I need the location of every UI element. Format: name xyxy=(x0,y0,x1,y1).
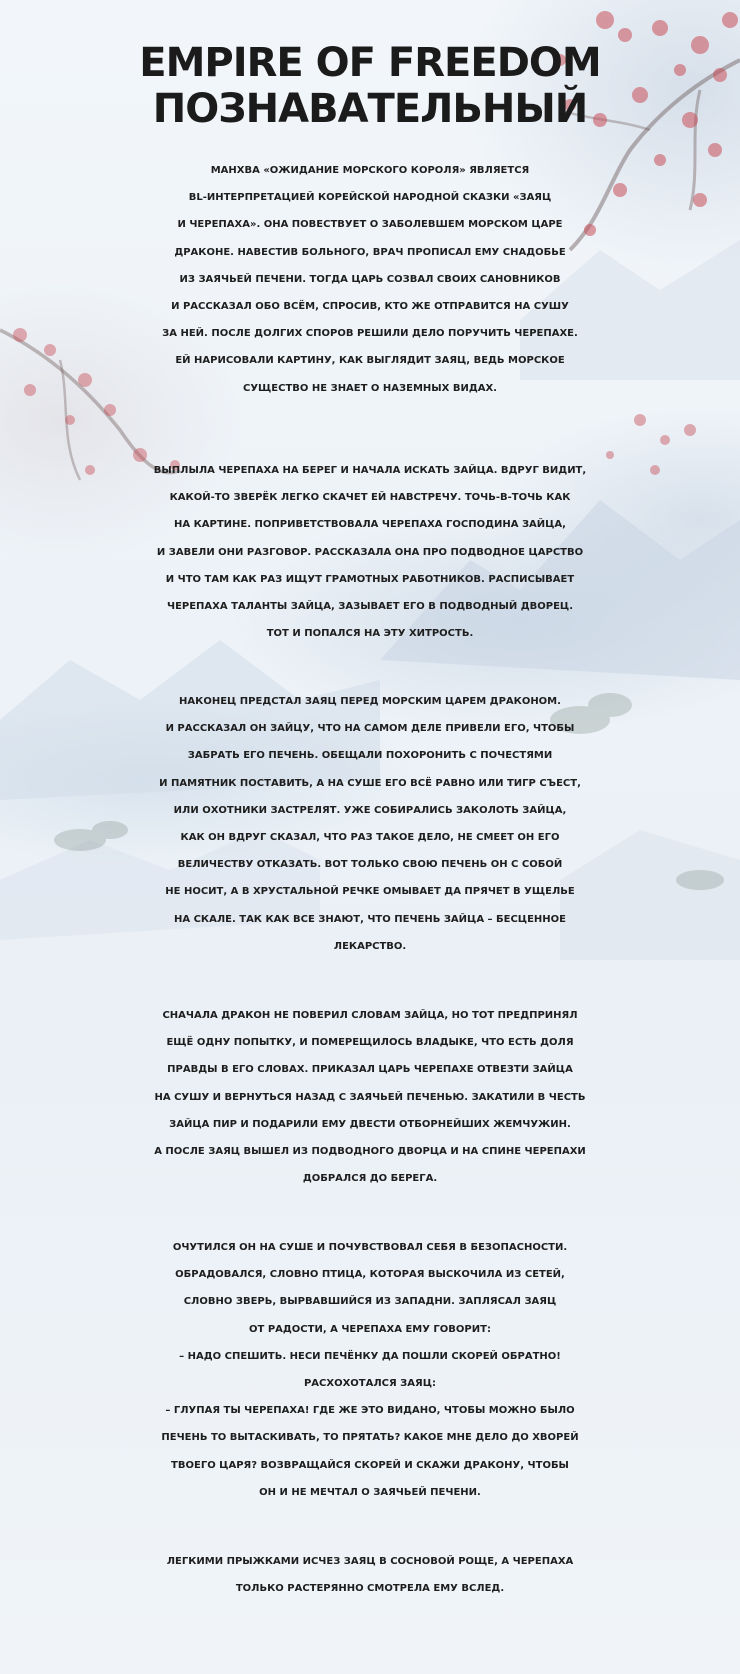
paragraph-line: ЕЙ НАРИСОВАЛИ КАРТИНУ, КАК ВЫГЛЯДИТ ЗАЯЦ, ВЕДЬ МОРСКОЕ xyxy=(175,355,565,367)
paragraph-line: ДРАКОНЕ. НАВЕСТИВ БОЛЬНОГО, ВРАЧ ПРОПИСАЛ ЕМУ СНАДОБЬЕ xyxy=(174,246,566,258)
paragraph-line: А ПОСЛЕ ЗАЯЦ ВЫШЕЛ ИЗ ПОДВОДНОГО ДВОРЦА И НА СПИНЕ ЧЕРЕПАХИ xyxy=(154,1146,586,1158)
paragraph-line: КАК ОН ВДРУГ СКАЗАЛ, ЧТО РАЗ ТАКОЕ ДЕЛО, НЕ СМЕЕТ ОН ЕГО xyxy=(180,832,560,844)
paragraph-line: И ЧТО ТАМ КАК РАЗ ИЩУТ ГРАМОТНЫХ РАБОТНИКОВ. РАСПИСЫВАЕТ xyxy=(165,573,575,585)
paragraph-6 xyxy=(0,1548,740,1602)
paragraph-line: НА КАРТИНЕ. ПОПРИВЕТСТВОВАЛА ЧЕРЕПАХА ГОСПОДИНА ЗАЙЦА, xyxy=(174,519,566,531)
paragraph-5 xyxy=(0,1234,740,1506)
paragraph-line: ВЫПЛЫЛА ЧЕРЕПАХА НА БЕРЕГ И НАЧАЛА ИСКАТЬ ЗАЙЦА. ВДРУГ ВИДИТ, xyxy=(153,465,587,476)
paragraph-line: И РАССКАЗАЛ ОН ЗАЙЦУ, ЧТО НА САМОМ ДЕЛЕ ПРИВЕЛИ ЕГО, ЧТОБЫ xyxy=(165,723,575,735)
title-russian: ПОЗНАВАТЕЛЬНЫЙ xyxy=(152,86,588,132)
paragraph-line: ЗАЙЦА ПИР И ПОДАРИЛИ ЕМУ ДВЕСТИ ОТБОРНЕЙШИХ ЖЕМЧУЖИН. xyxy=(169,1118,571,1130)
paragraph-line: ИЛИ ОХОТНИКИ ЗАСТРЕЛЯТ. УЖЕ СОБИРАЛИСЬ ЗАКОЛОТЬ ЗАЙЦА, xyxy=(173,804,567,816)
paragraph-line: ОБРАДОВАЛСЯ, СЛОВНО ПТИЦА, КОТОРАЯ ВЫСКОЧИЛА ИЗ СЕТЕЙ, xyxy=(175,1269,565,1281)
paragraph-line: ЛЕКАРСТВО. xyxy=(333,940,407,952)
paragraph-line: И РАССКАЗАЛ ОБО ВСЁМ, СПРОСИВ, КТО ЖЕ ОТПРАВИТСЯ НА СУШУ xyxy=(171,301,569,313)
paragraph-line: ТОТ И ПОПАЛСЯ НА ЭТУ ХИТРОСТЬ. xyxy=(266,628,474,640)
paragraph-3 xyxy=(0,688,740,960)
paragraph-line: ОН И НЕ МЕЧТАЛ О ЗАЯЧЬЕЙ ПЕЧЕНИ. xyxy=(259,1486,481,1498)
paragraph-line: И ЗАВЕЛИ ОНИ РАЗГОВОР. РАССКАЗАЛА ОНА ПРО ПОДВОДНОЕ ЦАРСТВО xyxy=(156,546,584,558)
paragraph-line: – НАДО СПЕШИТЬ. НЕСИ ПЕЧЁНКУ ДА ПОШЛИ СКОРЕЙ ОБРАТНО! xyxy=(179,1350,561,1362)
paragraph-line: И ЧЕРЕПАХА». ОНА ПОВЕСТВУЕТ О ЗАБОЛЕВШЕМ МОРСКОМ ЦАРЕ xyxy=(177,219,563,231)
paragraph-line: BL-ИНТЕРПРЕТАЦИЕЙ КОРЕЙСКОЙ НАРОДНОЙ СКАЗКИ «ЗАЯЦ xyxy=(188,192,552,204)
paragraph-line: МАНХВА «ОЖИДАНИЕ МОРСКОГО КОРОЛЯ» ЯВЛЯЕТСЯ xyxy=(210,165,530,176)
paragraph-line: ЗА НЕЙ. ПОСЛЕ ДОЛГИХ СПОРОВ РЕШИЛИ ДЕЛО ПОРУЧИТЬ ЧЕРЕПАХЕ. xyxy=(162,328,578,340)
paragraph-line: ЛЕГКИМИ ПРЫЖКАМИ ИСЧЕЗ ЗАЯЦ В СОСНОВОЙ РОЩЕ, А ЧЕРЕПАХА xyxy=(166,1556,574,1567)
paragraph-1 xyxy=(0,157,740,402)
paragraph-line: КАКОЙ-ТО ЗВЕРЁК ЛЕГКО СКАЧЕТ ЕЙ НАВСТРЕЧУ. ТОЧЬ-В-ТОЧЬ КАК xyxy=(169,492,571,504)
paragraph-line: ВЕЛИЧЕСТВУ ОТКАЗАТЬ. ВОТ ТОЛЬКО СВОЮ ПЕЧЕНЬ ОН С СОБОЙ xyxy=(177,859,563,871)
paragraph-line: СУЩЕСТВО НЕ ЗНАЕТ О НАЗЕМНЫХ ВИДАХ. xyxy=(243,382,497,394)
paragraph-line: НА СКАЛЕ. ТАК КАК ВСЕ ЗНАЮТ, ЧТО ПЕЧЕНЬ ЗАЙЦА – БЕСЦЕННОЕ xyxy=(173,913,566,925)
paragraph-line: ОТ РАДОСТИ, А ЧЕРЕПАХА ЕМУ ГОВОРИТ: xyxy=(249,1323,491,1335)
paragraph-line: СЛОВНО ЗВЕРЬ, ВЫРВАВШИЙСЯ ИЗ ЗАПАДНИ. ЗАПЛЯСАЛ ЗАЯЦ xyxy=(183,1296,557,1308)
paragraph-line: – ГЛУПАЯ ТЫ ЧЕРЕПАХА! ГДЕ ЖЕ ЭТО ВИДАНО, ЧТОБЫ МОЖНО БЫЛО xyxy=(165,1405,575,1417)
paragraph-line: РАСХОХОТАЛСЯ ЗАЯЦ: xyxy=(303,1378,437,1390)
paragraph-line: ДОБРАЛСЯ ДО БЕРЕГА. xyxy=(302,1173,438,1185)
paragraph-line: ПЕЧЕНЬ ТО ВЫТАСКИВАТЬ, ТО ПРЯТАТЬ? КАКОЕ МНЕ ДЕЛО ДО ХВОРЕЙ xyxy=(161,1432,579,1444)
paragraph-line: ЧЕРЕПАХА ТАЛАНТЫ ЗАЙЦА, ЗАЗЫВАЕТ ЕГО В ПОДВОДНЫЙ ДВОРЕЦ. xyxy=(166,601,573,613)
paragraph-line: И ПАМЯТНИК ПОСТАВИТЬ, А НА СУШЕ ЕГО ВСЁ РАВНО ИЛИ ТИГР СЪЕСТ, xyxy=(159,777,581,789)
paragraph-line: ТВОЕГО ЦАРЯ? ВОЗВРАЩАЙСЯ СКОРЕЙ И СКАЖИ ДРАКОНУ, ЧТОБЫ xyxy=(171,1459,569,1471)
paragraph-line: ЕЩЁ ОДНУ ПОПЫТКУ, И ПОМЕРЕЩИЛОСЬ ВЛАДЫКЕ, ЧТО ЕСТЬ ДОЛЯ xyxy=(166,1037,574,1049)
paragraph-line: ИЗ ЗАЯЧЬЕЙ ПЕЧЕНИ. ТОГДА ЦАРЬ СОЗВАЛ СВОИХ САНОВНИКОВ xyxy=(179,273,561,285)
paragraph-line: НАКОНЕЦ ПРЕДСТАЛ ЗАЯЦ ПЕРЕД МОРСКИМ ЦАРЕМ ДРАКОНОМ. xyxy=(179,696,561,707)
paragraph-line: ТОЛЬКО РАСТЕРЯННО СМОТРЕЛА ЕМУ ВСЛЕД. xyxy=(235,1583,505,1595)
paragraph-4 xyxy=(0,1002,740,1192)
paragraph-2 xyxy=(0,457,740,647)
paragraph-line: СНАЧАЛА ДРАКОН НЕ ПОВЕРИЛ СЛОВАМ ЗАЙЦА, НО ТОТ ПРЕДПРИНЯЛ xyxy=(162,1010,578,1021)
paragraph-line: НЕ НОСИТ, А В ХРУСТАЛЬНОЙ РЕЧКЕ ОМЫВАЕТ ДА ПРЯЧЕТ В УЩЕЛЬЕ xyxy=(165,886,575,898)
paragraph-line: ПРАВДЫ В ЕГО СЛОВАХ. ПРИКАЗАЛ ЦАРЬ ЧЕРЕПАХЕ ОТВЕЗТИ ЗАЙЦА xyxy=(167,1064,573,1076)
paragraph-line: ЗАБРАТЬ ЕГО ПЕЧЕНЬ. ОБЕЩАЛИ ПОХОРОНИТЬ С ПОЧЕСТЯМИ xyxy=(187,750,553,762)
paragraph-line: ОЧУТИЛСЯ ОН НА СУШЕ И ПОЧУВСТВОВАЛ СЕБЯ В БЕЗОПАСНОСТИ. xyxy=(172,1242,568,1253)
title-english: EMPIRE OF FREEDOM xyxy=(139,40,601,86)
paragraph-line: НА СУШУ И ВЕРНУТЬСЯ НАЗАД С ЗАЯЧЬЕЙ ПЕЧЕНЬЮ. ЗАКАТИЛИ В ЧЕСТЬ xyxy=(154,1091,586,1103)
